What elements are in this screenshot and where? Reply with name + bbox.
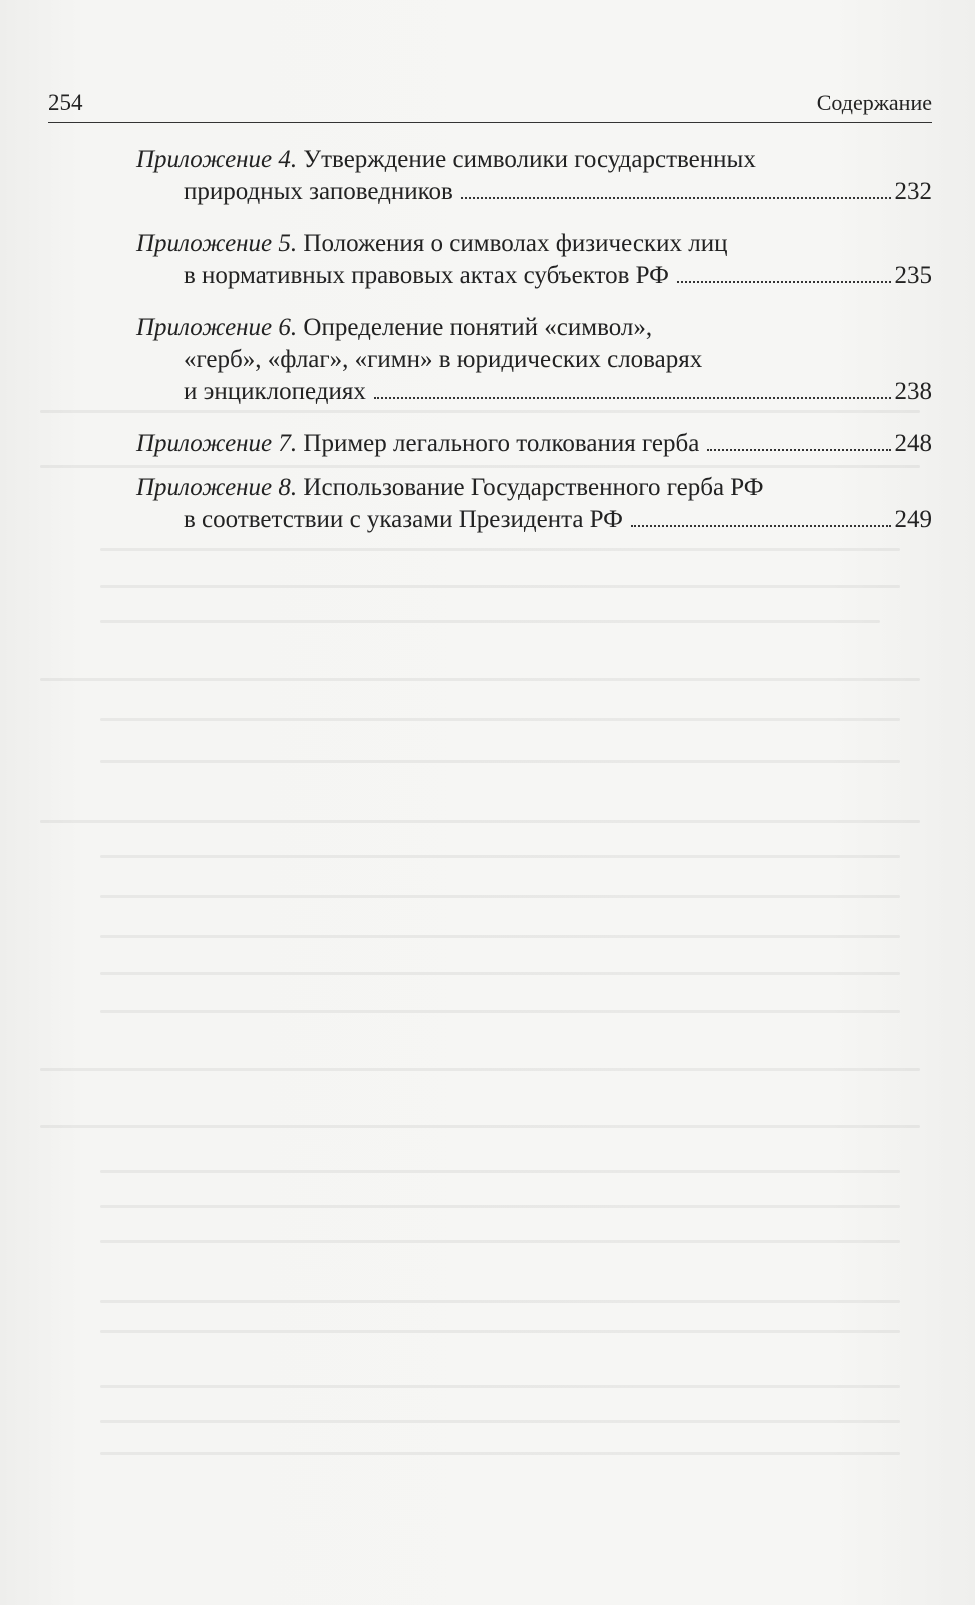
- dot-leader: [707, 449, 890, 451]
- running-title: Содержание: [816, 90, 932, 115]
- page-number: 254: [48, 90, 83, 115]
- table-of-contents: [136, 144, 932, 556]
- dot-leader: [374, 397, 891, 399]
- toc-page-number: 249: [894, 506, 932, 533]
- toc-entry-label: Приложение 4.: [136, 146, 298, 173]
- toc-entry-appendix-8[interactable]: [136, 472, 932, 536]
- toc-entry-title: Использование Государственного герба РФ: [303, 474, 764, 501]
- toc-entry-title: «герб», «флаг», «гимн» в юридических словарях: [184, 346, 703, 373]
- toc-entry-label: Приложение 6.: [136, 314, 298, 341]
- toc-page-number: 235: [894, 262, 932, 289]
- toc-entry-label: Приложение 7.: [136, 430, 298, 457]
- toc-entry-appendix-6[interactable]: [136, 312, 932, 408]
- toc-entry-title: в нормативных правовых актах субъектов РФ: [184, 262, 669, 289]
- toc-entry-title: и энциклопедиях: [184, 378, 366, 405]
- toc-entry-title: Утверждение символики государственных: [303, 146, 756, 173]
- toc-entry-title: природных заповедников: [184, 178, 453, 205]
- dot-leader: [461, 197, 891, 199]
- dot-leader: [677, 281, 891, 283]
- toc-entry-title: в соответствии с указами Президента РФ: [184, 506, 623, 533]
- toc-entry-title: Положения о символах физических лиц: [303, 230, 728, 257]
- toc-page-number: 238: [894, 378, 932, 405]
- toc-entry-appendix-7[interactable]: [136, 428, 932, 460]
- toc-entry-label: Приложение 5.: [136, 230, 298, 257]
- toc-entry-appendix-5[interactable]: [136, 228, 932, 292]
- toc-entry-title: Определение понятий «символ»,: [303, 314, 653, 341]
- toc-entry-title: Пример легального толкования герба: [303, 430, 700, 457]
- toc-entry-appendix-4[interactable]: [136, 144, 932, 208]
- dot-leader: [631, 525, 891, 527]
- page-header: [48, 86, 932, 123]
- toc-page-number: 232: [894, 178, 932, 205]
- toc-page-number: 248: [894, 430, 932, 457]
- toc-entry-label: Приложение 8.: [136, 474, 298, 501]
